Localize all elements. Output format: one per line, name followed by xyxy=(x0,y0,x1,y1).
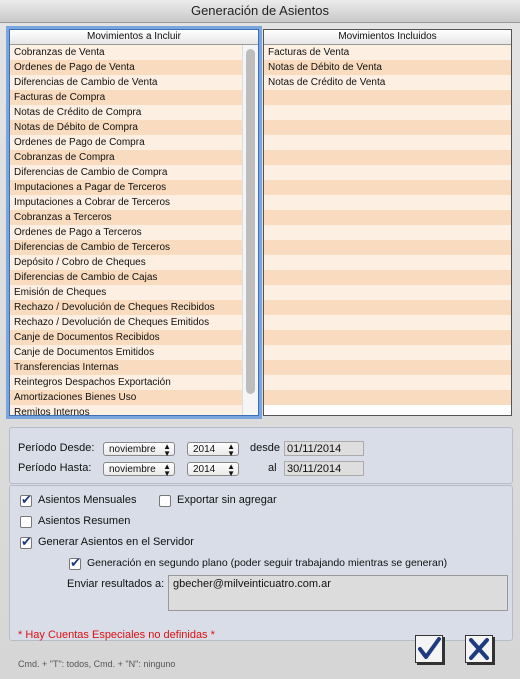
list-item[interactable]: Ordenes de Pago a Terceros xyxy=(10,225,243,240)
segundo-plano-label[interactable]: Generación en segundo plano (poder seguir trabajando mientras se generan) xyxy=(87,557,448,569)
list-item[interactable]: Ordenes de Pago de Compra xyxy=(10,135,243,150)
hasta-month-value: noviembre xyxy=(109,464,156,475)
list-item[interactable]: Reintegros Despachos Exportación xyxy=(10,375,243,390)
list-item[interactable]: Imputaciones a Pagar de Terceros xyxy=(10,180,243,195)
exportar-sin-agregar-checkbox[interactable] xyxy=(159,495,171,507)
list-item[interactable]: Amortizaciones Bienes Uso xyxy=(10,390,243,405)
list-item[interactable] xyxy=(264,255,511,270)
asientos-mensuales-label[interactable]: Asientos Mensuales xyxy=(38,494,137,506)
list-item[interactable]: Diferencias de Cambio de Venta xyxy=(10,75,243,90)
dialog-content xyxy=(0,23,520,679)
hasta-date-field: 30/11/2014 xyxy=(284,461,364,476)
list-item[interactable] xyxy=(264,330,511,345)
right-list-rows xyxy=(264,45,511,415)
list-item[interactable]: Notas de Crédito de Compra xyxy=(10,105,243,120)
accept-button[interactable] xyxy=(415,635,443,663)
list-item[interactable]: Rechazo / Devolución de Cheques Recibidos xyxy=(10,300,243,315)
hasta-month-select[interactable] xyxy=(103,462,175,476)
keyboard-hint: Cmd. + "T": todos, Cmd. + "N": ninguno xyxy=(18,659,176,669)
left-list-scrollbar[interactable] xyxy=(242,45,258,415)
list-item[interactable]: Notas de Crédito de Venta xyxy=(264,75,511,90)
left-list-scroll-thumb[interactable] xyxy=(246,49,255,394)
list-item[interactable] xyxy=(264,165,511,180)
list-item[interactable] xyxy=(264,300,511,315)
chevron-updown-icon: ▲ ▼ xyxy=(163,442,171,458)
hasta-year-value: 2014 xyxy=(193,464,216,475)
left-list-rows xyxy=(10,45,243,415)
list-item[interactable]: Facturas de Venta xyxy=(264,45,511,60)
list-item[interactable]: Diferencias de Cambio de Cajas xyxy=(10,270,243,285)
list-item[interactable] xyxy=(264,375,511,390)
list-item[interactable]: Imputaciones a Cobrar de Terceros xyxy=(10,195,243,210)
list-item[interactable] xyxy=(264,195,511,210)
list-item[interactable] xyxy=(264,345,511,360)
left-list-header[interactable]: Movimientos a Incluir xyxy=(10,30,258,45)
list-item[interactable] xyxy=(264,210,511,225)
list-item[interactable]: Notas de Débito de Venta xyxy=(264,60,511,75)
period-panel xyxy=(9,427,513,484)
list-item[interactable]: Emisión de Cheques xyxy=(10,285,243,300)
al-word: al xyxy=(268,462,277,474)
list-item[interactable] xyxy=(264,315,511,330)
list-item[interactable] xyxy=(264,90,511,105)
desde-year-select[interactable] xyxy=(187,442,239,456)
list-item[interactable] xyxy=(264,105,511,120)
periodo-hasta-label: Período Hasta: xyxy=(18,462,92,474)
desde-month-value: noviembre xyxy=(109,444,156,455)
generar-servidor-checkbox[interactable] xyxy=(20,537,32,549)
list-item[interactable] xyxy=(264,225,511,240)
list-item[interactable]: Notas de Débito de Compra xyxy=(10,120,243,135)
list-item[interactable] xyxy=(264,150,511,165)
movimientos-a-incluir-list[interactable] xyxy=(9,29,259,416)
list-item[interactable]: Facturas de Compra xyxy=(10,90,243,105)
window-title: Generación de Asientos xyxy=(0,0,520,23)
movimientos-incluidos-list[interactable] xyxy=(263,29,512,416)
list-item[interactable]: Transferencias Internas xyxy=(10,360,243,375)
list-item[interactable]: Ordenes de Pago de Venta xyxy=(10,60,243,75)
right-list-header[interactable]: Movimientos Incluidos xyxy=(264,30,511,45)
list-item[interactable]: Canje de Documentos Emitidos xyxy=(10,345,243,360)
list-item[interactable]: Rechazo / Devolución de Cheques Emitidos xyxy=(10,315,243,330)
chevron-updown-icon: ▲ ▼ xyxy=(227,462,235,478)
close-x-icon xyxy=(466,636,492,662)
list-item[interactable]: Diferencias de Cambio de Compra xyxy=(10,165,243,180)
asientos-resumen-label[interactable]: Asientos Resumen xyxy=(38,515,131,527)
list-item[interactable]: Canje de Documentos Recibidos xyxy=(10,330,243,345)
list-item[interactable]: Cobranzas de Venta xyxy=(10,45,243,60)
list-item[interactable] xyxy=(264,270,511,285)
list-item[interactable]: Diferencias de Cambio de Terceros xyxy=(10,240,243,255)
desde-word: desde xyxy=(250,442,280,454)
desde-month-select[interactable] xyxy=(103,442,175,456)
list-item[interactable] xyxy=(264,390,511,405)
desde-year-value: 2014 xyxy=(193,444,216,455)
exportar-sin-agregar-label[interactable]: Exportar sin agregar xyxy=(177,494,277,506)
list-item[interactable] xyxy=(264,360,511,375)
hasta-year-select[interactable] xyxy=(187,462,239,476)
periodo-desde-label: Período Desde: xyxy=(18,442,95,454)
list-item[interactable]: Remitos Internos xyxy=(10,405,243,416)
list-item[interactable]: Cobranzas a Terceros xyxy=(10,210,243,225)
segundo-plano-checkbox[interactable] xyxy=(69,558,81,570)
list-item[interactable]: Depósito / Cobro de Cheques xyxy=(10,255,243,270)
chevron-updown-icon: ▲ ▼ xyxy=(227,442,235,458)
enviar-resultados-field[interactable]: gbecher@milveinticuatro.com.ar xyxy=(168,575,508,611)
list-item[interactable] xyxy=(264,285,511,300)
list-item[interactable]: Cobranzas de Compra xyxy=(10,150,243,165)
options-panel xyxy=(9,485,513,641)
cancel-button[interactable] xyxy=(465,635,493,663)
checkmark-icon xyxy=(416,636,442,662)
enviar-resultados-label: Enviar resultados a: xyxy=(67,578,165,590)
list-item[interactable] xyxy=(264,135,511,150)
list-item[interactable] xyxy=(264,120,511,135)
chevron-updown-icon: ▲ ▼ xyxy=(163,462,171,478)
warning-text: * Hay Cuentas Especiales no definidas * xyxy=(18,629,215,641)
generar-servidor-label[interactable]: Generar Asientos en el Servidor xyxy=(38,536,194,548)
desde-date-field: 01/11/2014 xyxy=(284,441,364,456)
asientos-mensuales-checkbox[interactable] xyxy=(20,495,32,507)
asientos-resumen-checkbox[interactable] xyxy=(20,516,32,528)
list-item[interactable] xyxy=(264,180,511,195)
list-item[interactable] xyxy=(264,240,511,255)
